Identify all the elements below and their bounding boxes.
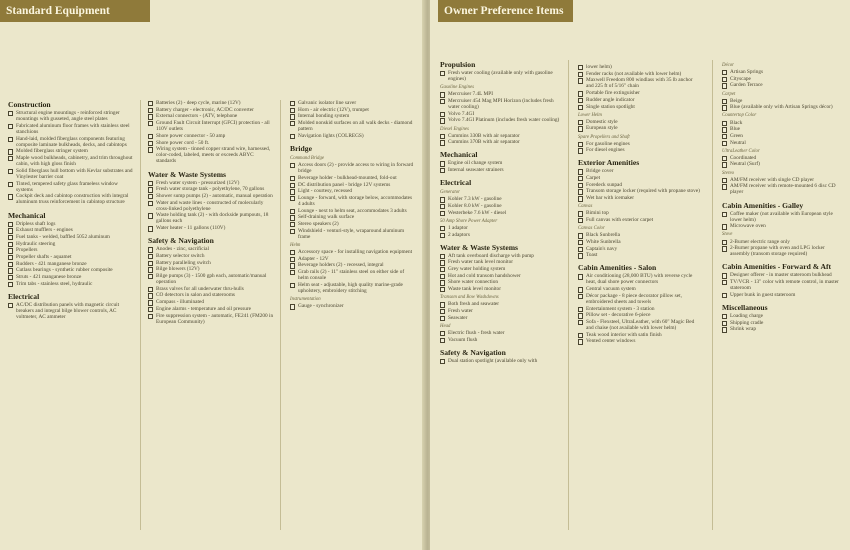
checklist-item: Coffee maker (not available with European style lower helm) bbox=[722, 211, 844, 223]
checklist-item: Fresh water storage tank - polyethylene, 70 gallons bbox=[148, 186, 274, 192]
item-list bbox=[440, 330, 562, 343]
item-list bbox=[578, 232, 700, 258]
checklist-item: Shipping cradle bbox=[722, 320, 844, 326]
checklist-item: Loading charge bbox=[722, 313, 844, 319]
checklist-item: Dripless shaft logs bbox=[8, 221, 134, 227]
checklist-item: Bimini top bbox=[578, 210, 700, 216]
checklist-item: Fender racks (not available with lower helm) bbox=[578, 71, 700, 77]
item-list bbox=[722, 69, 844, 88]
section-heading: Electrical bbox=[8, 291, 40, 301]
section-heading: Cabin Amenities - Forward & Aft bbox=[722, 262, 832, 272]
checklist-item: Solid fiberglass hull bottom with Kevlar substrates and Vinylester barrier coat bbox=[8, 168, 134, 180]
section-heading: Electrical bbox=[440, 178, 472, 188]
checklist-item: Cityscape bbox=[722, 76, 844, 82]
subsection-heading: Stereo bbox=[722, 170, 735, 176]
section-heading: Mechanical bbox=[8, 210, 46, 220]
subsection-heading: Carpet bbox=[722, 91, 736, 97]
item-list bbox=[440, 196, 562, 215]
checklist-item: Propeller shafts - aquamet bbox=[8, 254, 134, 260]
checklist-item: Engine oil change system bbox=[440, 160, 562, 166]
checklist-item: Maxwell Freedom 800 windlass with 35 lb anchor and 225 ft of 5/16" chain bbox=[578, 77, 700, 89]
checklist-item: Captain's navy bbox=[578, 246, 700, 252]
column-divider bbox=[568, 60, 569, 530]
checklist-item: 1 adaptor bbox=[440, 225, 562, 231]
standard-equipment-header: Standard Equipment bbox=[0, 0, 150, 22]
subsection-heading: Transom and Bow Washdowns bbox=[440, 295, 499, 301]
checklist-item: Full canvas with exterior carpet bbox=[578, 217, 700, 223]
checklist-item: Entertainment system - 3 station bbox=[578, 306, 700, 312]
checklist-item: Internal seawater strainers bbox=[440, 167, 562, 173]
subsection-heading: Lower Helm bbox=[578, 112, 602, 118]
checklist-item: Water heater - 11 gallons (110V) bbox=[148, 225, 274, 231]
checklist-item: External connectors - (ATV, telephone bbox=[148, 113, 274, 119]
checklist-item: Dual station spotlight (available only with bbox=[440, 358, 562, 364]
checklist-item: Seawater bbox=[440, 315, 562, 321]
left-column-2 bbox=[148, 100, 274, 325]
checklist-item: Battery paralleling switch bbox=[148, 260, 274, 266]
checklist-item: Shore water connection bbox=[440, 279, 562, 285]
checklist-item: AM/FM receiver with single CD player bbox=[722, 177, 844, 183]
item-list bbox=[290, 303, 416, 309]
checklist-item: Mercruiser 454 Mag MPI Horizon (includes fresh water cooling) bbox=[440, 98, 562, 110]
checklist-item: Hydraulic steering bbox=[8, 241, 134, 247]
subsection-heading: Head bbox=[440, 323, 451, 329]
checklist-item: Designer offerer - in master stateroom bulkhead bbox=[722, 272, 844, 278]
left-column-1 bbox=[8, 100, 134, 321]
item-list bbox=[578, 210, 700, 223]
checklist-item: Transom storage locker (required with propane stove) bbox=[578, 188, 700, 194]
checklist-item: Beverage holders (2) - recessed, integral bbox=[290, 262, 416, 268]
checklist-item: AC/DC distribution panels with magnetic circuit breakers and integral bilge blower controls, AC voltmeter, AC ammeter bbox=[8, 302, 134, 320]
item-list bbox=[8, 110, 134, 206]
checklist-item: Shore power cord - 50 ft. bbox=[148, 140, 274, 146]
checklist-item: European style bbox=[578, 125, 700, 131]
section-heading: Propulsion bbox=[440, 60, 476, 69]
subsection-heading: Generator bbox=[440, 190, 460, 196]
checklist-item: White Sunbrella bbox=[578, 239, 700, 245]
checklist-item: Propellers bbox=[8, 247, 134, 253]
item-list bbox=[722, 239, 844, 258]
checklist-item: Bilge blowers (12V) bbox=[148, 266, 274, 272]
subsection-heading: 50 Amp Shore Power Adapter bbox=[440, 218, 498, 224]
checklist-item: Blue bbox=[722, 126, 844, 132]
subsection-heading: UltraLeather Color bbox=[722, 148, 760, 154]
section-heading: Water & Waste Systems bbox=[148, 169, 226, 179]
checklist-item: CO detectors in salon and staterooms bbox=[148, 292, 274, 298]
checklist-item: Engine alarms - temperature and oil pressure bbox=[148, 306, 274, 312]
checklist-item: Battery charger - electronic, AC/DC converter bbox=[148, 107, 274, 113]
checklist-item: Hand-laid, molded fiberglass components featuring composite laminate bulkheads, decks, and cabintops bbox=[8, 136, 134, 148]
checklist-item: Access doors (2) - provide access to wiring in forward bridge bbox=[290, 162, 416, 174]
checklist-item: Bridge cover bbox=[578, 168, 700, 174]
subsection-heading: Décor bbox=[722, 63, 734, 68]
item-list bbox=[440, 160, 562, 173]
checklist-item: Black Sunbrella bbox=[578, 232, 700, 238]
checklist-item: Batteries (2) - deep cycle, marine (12V) bbox=[148, 100, 274, 106]
checklist-item: Anodes - zinc, sacrificial bbox=[148, 246, 274, 252]
checklist-item: Compass - illuminated bbox=[148, 299, 274, 305]
subsection-heading: Spare Propellers and Shaft bbox=[578, 134, 630, 140]
checklist-item: Coordinated bbox=[722, 155, 844, 161]
owner-preference-header: Owner Preference Items bbox=[438, 0, 573, 22]
checklist-item: Helm seat - adjustable, high quality marine-grade upholstery, embroidery stitching bbox=[290, 282, 416, 294]
item-list bbox=[290, 249, 416, 294]
checklist-item: Internal bonding system bbox=[290, 113, 416, 119]
section-heading: Safety & Navigation bbox=[148, 236, 214, 246]
checklist-item: Adapter - 12V bbox=[290, 256, 416, 262]
item-list bbox=[8, 302, 134, 320]
subsection-heading: Instrumentation bbox=[290, 297, 321, 303]
checklist-item: Light - courtesy, recessed bbox=[290, 188, 416, 194]
item-list bbox=[440, 133, 562, 146]
checklist-item: Structural engine mountings - reinforced stringer mountings with gusseted, angle steel plates bbox=[8, 110, 134, 122]
subsection-heading: Gasoline Engines bbox=[440, 85, 474, 91]
checklist-item: Cummins 370B with air separator bbox=[440, 139, 562, 145]
checklist-item: Volvo 7.4GI Platinum (includes fresh water cooling) bbox=[440, 117, 562, 123]
right-column-2 bbox=[578, 64, 700, 345]
checklist-item: Struts - 421 manganese bronze bbox=[8, 274, 134, 280]
item-list bbox=[722, 98, 844, 111]
section-heading: Cabin Amenities - Galley bbox=[722, 200, 804, 210]
checklist-item: Neutral (Surf) bbox=[722, 161, 844, 167]
checklist-item: Cummins 330B with air separator bbox=[440, 133, 562, 139]
checklist-item: Shore power connector - 50 amp bbox=[148, 133, 274, 139]
checklist-item: Grey water holding system bbox=[440, 266, 562, 272]
subsection-heading: Canvas bbox=[578, 204, 593, 210]
subsection-heading: Countertop Color bbox=[722, 113, 757, 119]
checklist-item: Water and waste lines - constructed of molecularly cross-linked polyethylene bbox=[148, 200, 274, 212]
checklist-item: Accessory space - for installing navigation equipment bbox=[290, 249, 416, 255]
checklist-item: Bilge pumps (3) - 1500 gph each, automatic/manual operation bbox=[148, 273, 274, 285]
checklist-item: Rudder angle indicator bbox=[578, 97, 700, 103]
checklist-item: Teak wood interior with satin finish bbox=[578, 332, 700, 338]
item-list bbox=[578, 168, 700, 201]
left-column-3 bbox=[290, 100, 416, 310]
item-list bbox=[290, 100, 416, 139]
column-divider bbox=[712, 60, 713, 530]
item-list bbox=[578, 119, 700, 132]
checklist-item: Hot and cold transom handshower bbox=[440, 273, 562, 279]
item-list bbox=[722, 272, 844, 298]
subsection-heading: Canvas Color bbox=[578, 226, 605, 232]
checklist-item: Neutral bbox=[722, 140, 844, 146]
checklist-item: AM/FM receiver with remote-mounted 6 disc CD player bbox=[722, 183, 844, 195]
checklist-item: TV/VCR - 13" color with remote control, in master stateroom bbox=[722, 279, 844, 291]
checklist-item: Brass valves for all underwater thru-hulls bbox=[148, 286, 274, 292]
checklist-item: Black bbox=[722, 120, 844, 126]
checklist-item: Vacuum flush bbox=[440, 337, 562, 343]
checklist-item: Foredeck sunpad bbox=[578, 182, 700, 188]
item-list bbox=[148, 246, 274, 324]
checklist-item: Beverage holder - bulkhead-mounted, fold-out bbox=[290, 175, 416, 181]
column-divider bbox=[280, 100, 281, 530]
checklist-item: Wet bar with icemaker bbox=[578, 195, 700, 201]
checklist-item: Navigation lights (COLREGS) bbox=[290, 133, 416, 139]
item-list bbox=[722, 120, 844, 146]
checklist-item: Gauge - synchronizer bbox=[290, 303, 416, 309]
item-list bbox=[440, 358, 562, 364]
checklist-item: Air conditioning (28,000 BTU) with reverse cycle heat, dual shore power connectors bbox=[578, 273, 700, 285]
checklist-item: Upper bunk in guest stateroom bbox=[722, 292, 844, 298]
checklist-item: Rudders - 421 manganese bronze bbox=[8, 261, 134, 267]
section-heading: Miscellaneous bbox=[722, 302, 768, 312]
section-heading: Safety & Navigation bbox=[440, 347, 506, 357]
checklist-item: For gasoline engines bbox=[578, 141, 700, 147]
checklist-item: Vented center windows bbox=[578, 338, 700, 344]
section-heading: Mechanical bbox=[440, 150, 478, 160]
checklist-item: Portable fire extinguisher bbox=[578, 90, 700, 96]
subsection-heading: Diesel Engines bbox=[440, 126, 469, 132]
checklist-item: Décor package - 8 piece decorator pillow set, embroidered sheets and towels bbox=[578, 293, 700, 305]
section-heading: Cabin Amenities - Salon bbox=[578, 263, 657, 273]
checklist-item: Fabricated aluminum floor frames with stainless steel stanchions bbox=[8, 123, 134, 135]
checklist-item: Both fresh and seawater bbox=[440, 301, 562, 307]
item-list bbox=[578, 64, 700, 110]
checklist-item: Beige bbox=[722, 98, 844, 104]
column-divider bbox=[140, 100, 141, 530]
section-heading: Water & Waste Systems bbox=[440, 242, 518, 252]
checklist-item: Microwave oven bbox=[722, 223, 844, 229]
checklist-item: Grab rails (2) - 11" stainless steel on either side of helm console bbox=[290, 269, 416, 281]
checklist-item: Volvo 7.4GI bbox=[440, 111, 562, 117]
item-list bbox=[148, 180, 274, 232]
checklist-item: Waste holding tank (2) - with dockside pumpouts, 18 gallons each bbox=[148, 212, 274, 224]
item-list bbox=[722, 313, 844, 332]
checklist-item: Cockpit deck and cabintop construction with integral aluminum truss reinforcement in cabintop structure bbox=[8, 193, 134, 205]
checklist-item: Maple wood bulkheads, cabinetry, and trim throughout cabin, with high gloss finish bbox=[8, 155, 134, 167]
checklist-item: Sofa - Flexsteel, UltraLeather, with 60" Magic Bed and chaise (not available with lower helm) bbox=[578, 319, 700, 331]
checklist-item: Fire suppression system - automatic, FE241 (FM200 in European Community) bbox=[148, 313, 274, 325]
checklist-item: Lounge - next to helm seat, accommodates 3 adults bbox=[290, 208, 416, 214]
section-heading: Exterior Amenities bbox=[578, 158, 640, 168]
checklist-item: Kohler 7.3 kW - gasoline bbox=[440, 196, 562, 202]
checklist-item: Stereo speakers (2) bbox=[290, 221, 416, 227]
checklist-item: Ground Fault Circuit Interrupt (GFCI) protection - all 110V outlets bbox=[148, 120, 274, 132]
item-list bbox=[578, 273, 700, 344]
right-column-3 bbox=[722, 60, 844, 333]
checklist-item: Toast bbox=[578, 252, 700, 258]
checklist-item: Westerbeke 7.6 kW - diesel bbox=[440, 210, 562, 216]
checklist-item: Green bbox=[722, 133, 844, 139]
checklist-item: Battery selector switch bbox=[148, 253, 274, 259]
item-list bbox=[8, 221, 134, 287]
subsection-heading: Helm bbox=[290, 242, 301, 248]
checklist-item: Lounge - forward, with storage below, accommodates 4 adults bbox=[290, 195, 416, 207]
checklist-item: Shower sump pumps (2) - automatic, manual operation bbox=[148, 193, 274, 199]
checklist-item: Waste tank level monitor bbox=[440, 286, 562, 292]
checklist-item: Exhaust mufflers - engines bbox=[8, 227, 134, 233]
checklist-item: Cutlass bearings - synthetic rubber composite bbox=[8, 267, 134, 273]
item-list bbox=[290, 162, 416, 240]
checklist-item: Aft tank overboard discharge with pump bbox=[440, 253, 562, 259]
checklist-item: Shrink wrap bbox=[722, 326, 844, 332]
checklist-item: Wiring system - tinned copper strand wire, harnessed, color-coded, labeled, meets or exceeds ABYC standards bbox=[148, 146, 274, 164]
checklist-item: For diesel engines bbox=[578, 147, 700, 153]
item-list bbox=[722, 177, 844, 196]
checklist-item: Single station spotlight bbox=[578, 104, 700, 110]
checklist-item: Horn - air electric (12V), trumpet bbox=[290, 107, 416, 113]
checklist-item: Galvanic isolator line saver bbox=[290, 100, 416, 106]
checklist-item: Tinted, tempered safety glass frameless window systems bbox=[8, 181, 134, 193]
checklist-item: Blue (available only with Artisan Springs décor) bbox=[722, 104, 844, 110]
checklist-item: Molded fiberglass stringer system bbox=[8, 148, 134, 154]
checklist-item: Mercruiser 7.4L MPI bbox=[440, 91, 562, 97]
checklist-item: Central vacuum system bbox=[578, 286, 700, 292]
item-list bbox=[722, 211, 844, 230]
right-page bbox=[430, 0, 850, 550]
item-list bbox=[440, 225, 562, 238]
item-list bbox=[148, 100, 274, 165]
checklist-item: Self-draining walk surface bbox=[290, 214, 416, 220]
checklist-item: lower helm) bbox=[578, 64, 700, 70]
checklist-item: Molded nonskid surfaces on all walk decks - diamond pattern bbox=[290, 120, 416, 132]
item-list bbox=[440, 301, 562, 320]
checklist-item: Pillow set - decorative 6-piece bbox=[578, 312, 700, 318]
right-column-1 bbox=[440, 60, 562, 364]
checklist-item: Artisan Springs bbox=[722, 69, 844, 75]
checklist-item: 2-Burner propane with oven and LPG locker assembly (transom storage required) bbox=[722, 245, 844, 257]
checklist-item: DC distribution panel - bridge 12V systems bbox=[290, 182, 416, 188]
checklist-item: Windshield - venturi-style, wraparound aluminum frame bbox=[290, 228, 416, 240]
checklist-item: 2-Burner electric range only bbox=[722, 239, 844, 245]
checklist-item: Fuel tanks - welded, baffled 5052 aluminum bbox=[8, 234, 134, 240]
subsection-heading: Command Bridge bbox=[290, 155, 324, 161]
checklist-item: Fresh water tank level monitor bbox=[440, 259, 562, 265]
item-list bbox=[440, 70, 562, 82]
checklist-item: Carpet bbox=[578, 175, 700, 181]
checklist-item: Fresh water cooling (available only with gasoline engines) bbox=[440, 70, 562, 82]
section-heading: Bridge bbox=[290, 143, 312, 153]
checklist-item: Fresh water system - pressurized (12V) bbox=[148, 180, 274, 186]
item-list bbox=[578, 141, 700, 154]
item-list bbox=[440, 253, 562, 293]
checklist-item: Garden Terrace bbox=[722, 82, 844, 88]
checklist-item: 2 adaptors bbox=[440, 232, 562, 238]
section-heading: Construction bbox=[8, 100, 51, 109]
item-list bbox=[722, 155, 844, 168]
checklist-item: Kohler 8.0 kW - gasoline bbox=[440, 203, 562, 209]
checklist-item: Trim tabs - stainless steel, hydraulic bbox=[8, 281, 134, 287]
checklist-item: Fresh water bbox=[440, 308, 562, 314]
checklist-item: Electric flush - fresh water bbox=[440, 330, 562, 336]
subsection-heading: Stove bbox=[722, 232, 733, 238]
checklist-item: Domestic style bbox=[578, 119, 700, 125]
item-list bbox=[440, 91, 562, 123]
